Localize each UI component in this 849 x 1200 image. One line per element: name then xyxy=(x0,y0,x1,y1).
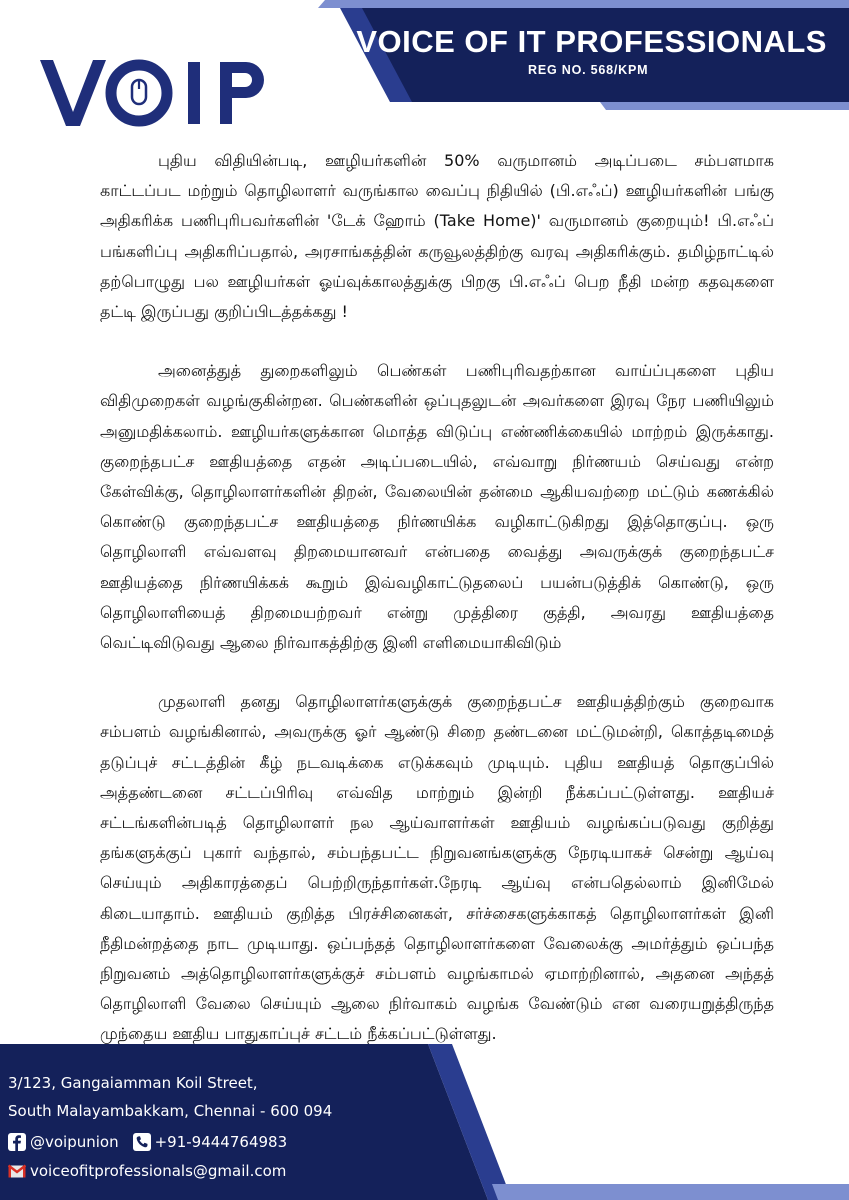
contact-row xyxy=(8,1162,286,1180)
voip-logo xyxy=(40,56,270,128)
contact-row xyxy=(8,1133,287,1151)
address-line-1: 3/123, Gangaiamman Koil Street, xyxy=(8,1074,258,1092)
paragraph: புதிய விதியின்படி, ஊழியர்களின் 50% வருமானம் அடிப்படை சம்பளமாக காட்டப்பட மற்றும் தொழிலாளர் வருங்கால வைப்பு நிதியில் (பி.எஃப்) ஊழியர்களின் பங்கு அதிகரிக்க பணிபுரிபவர்களின் 'டேக் ஹோம் (Take Home)' வருமானம் குறையும்! பி.எஃப் பங்களிப்பு அதிகரிப்பதால், அரசாங்கத்தின் கருவூலத்திற்கு வரவு அதிகரிக்கும். தமிழ்நாட்டில் தற்பொழுது பல ஊழியர்கள் ஓய்வுக்காலத்துக்கு பிறகு பி.எஃப் பெற நீதி மன்ற கதவுகளை தட்டி இருப்பது குறிப்பிடத்தக்கது ! xyxy=(100,151,774,322)
letter-body xyxy=(100,146,774,1079)
phone-number[interactable]: +91-9444764983 xyxy=(154,1133,288,1151)
address-line-2: South Malayambakkam, Chennai - 600 094 xyxy=(8,1102,333,1120)
email-address[interactable]: voiceofitprofessionals@gmail.com xyxy=(30,1162,287,1180)
letterhead-footer xyxy=(0,1044,849,1200)
organization-name: VOICE OF IT PROFESSIONALS xyxy=(356,24,827,59)
letterhead-header xyxy=(0,0,849,150)
facebook-handle[interactable]: @voipunion xyxy=(30,1133,119,1151)
phone-icon xyxy=(133,1133,151,1151)
paragraph: முதலாளி தனது தொழிலாளர்களுக்குக் குறைந்தபட்ச ஊதியத்திற்கும் குறைவாக சம்பளம் வழங்கினால், அவருக்கு ஓர் ஆண்டு சிறை தண்டனை மட்டுமன்றி, கொத்தடிமைத் தடுப்புச் சட்டத்தின் கீழ் நடவடிக்கை எடுக்கவும் முடியும். புதிய ஊதியத் தொகுப்பில் அத்தண்டனை சட்டப்பிரிவு எவ்வித மாற்றும் இன்றி நீக்கப்பட்டுள்ளது. ஊதியச் சட்டங்களின்படித் தொழிலாளர் நல ஆய்வாளர்கள் ஊதியம் வழங்கப்படுவது குறித்து தங்களுக்குப் புகார் வந்தால், சம்பந்தபட்ட நிறுவனங்களுக்கு நேரடியாகச் சென்று ஆய்வு செய்யும் அதிகாரத்தைப் பெற்றிருந்தார்கள்.நேரடி ஆய்வு என்பதெல்லாம் இனிமேல் கிடையாதாம். ஊதியம் குறித்த பிரச்சினைகள், சர்ச்சைகளுக்காகத் தொழிலாளர்கள் இனி நீதிமன்றத்தை நாட முடியாது. ஒப்பந்தத் தொழிலாளர்களை வேலைக்கு அமர்த்தும் ஒப்பந்த நிறுவனம் அத்தொழிலாளர்களுக்குச் சம்பளம் வழங்காமல் ஏமாற்றினால், அதனை அந்தத் தொழிலாளி வேலை செய்யும் ஆலை நிர்வாகம் வழங்க வேண்டும் என வரையறுத்திருந்த முந்தைய ஊதிய பாதுகாப்புச் சட்டம் நீக்கப்பட்டுள்ளது. xyxy=(100,692,774,1044)
registration-number: REG NO. 568/KPM xyxy=(528,63,649,77)
mail-icon xyxy=(8,1162,26,1180)
paragraph: அனைத்துத் துறைகளிலும் பெண்கள் பணிபுரிவதற்கான வாய்ப்புகளை புதிய விதிமுறைகள் வழங்குகின்றன. பெண்களின் ஒப்புதலுடன் அவர்களை இரவு நேர பணியிலும் அனுமதிக்கலாம். ஊழியர்களுக்கான மொத்த விடுப்பு எண்ணிக்கையில் மாற்றம் இருக்காது. குறைந்தபட்ச ஊதியத்தை எதன் அடிப்படையில், எவ்வாறு நிர்ணயம் செய்வது என்ற கேள்விக்கு, தொழிலாளர்களின் திறன், வேலையின் தன்மை ஆகியவற்றை மட்டும் கணக்கில் கொண்டு குறைந்தபட்ச ஊதியத்தை நிர்ணயிக்க வழிகாட்டுகிறது இத்தொகுப்பு. ஒரு தொழிலாளி எவ்வளவு திறமையானவர் என்பதை வைத்து அவருக்குக் குறைந்தபட்ச ஊதியத்தை நிர்ணயிக்கக் கூறும் இவ்வழிகாட்டுதலைப் பயன்படுத்திக் கொண்டு, ஒரு தொழிலாளியைத் திறமையற்றவர் என்று முத்திரை குத்தி, அவரது ஊதியத்தை வெட்டிவிடுவது ஆலை நிர்வாகத்திற்கு இனி எளிமையாகிவிடும் xyxy=(100,361,775,653)
facebook-icon xyxy=(8,1133,26,1151)
